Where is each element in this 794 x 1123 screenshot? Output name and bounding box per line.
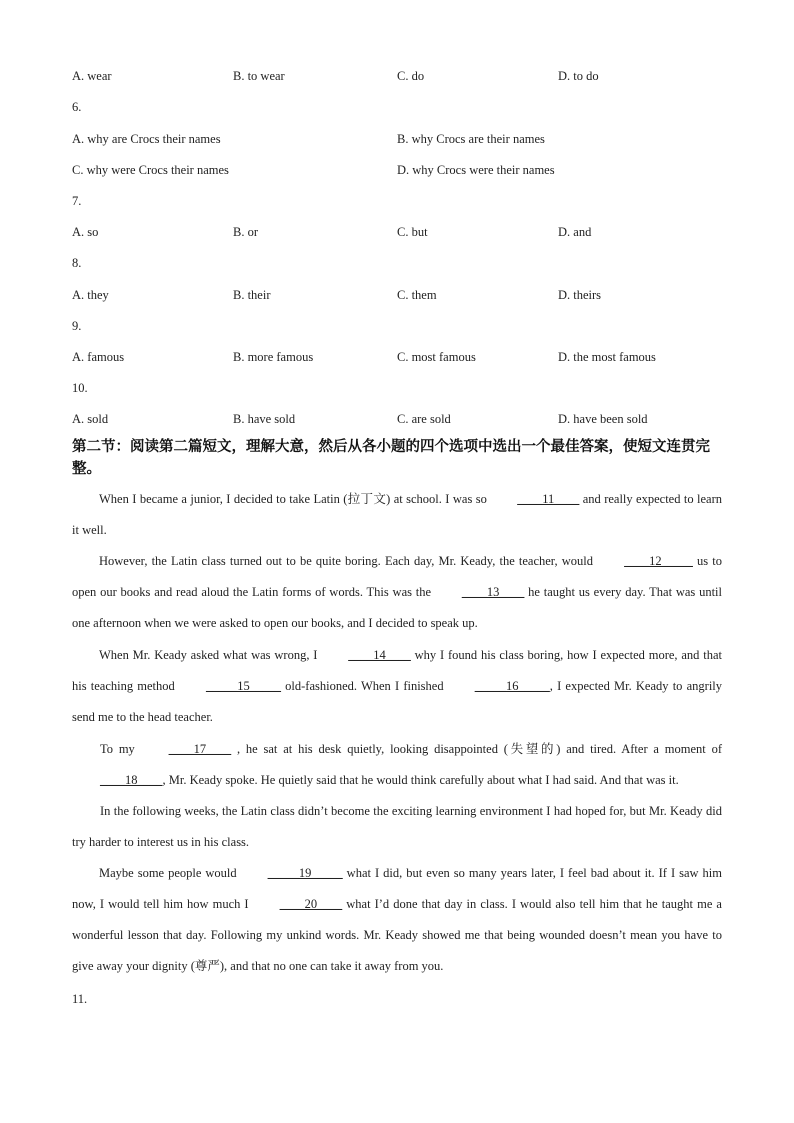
option-d[interactable]: D. have been sold: [558, 412, 648, 426]
option-d[interactable]: D. the most famous: [558, 350, 656, 364]
passage-text: what I did, but even so many years later, I feel bad about it. If I saw him now, I would tell him how much I: [72, 866, 723, 911]
passage-text: When Mr. Keady asked what was wrong, I: [99, 648, 322, 662]
blank-20[interactable]: ____20____: [279, 897, 343, 911]
option-c[interactable]: C. why were Crocs their names: [72, 163, 229, 177]
option-b[interactable]: B. more famous: [233, 350, 314, 364]
passage-text: When I became a junior, I decided to take Latin (拉丁文) at school. I was so: [99, 492, 491, 506]
question-8-number: 8.: [72, 256, 82, 270]
passage-paragraph-4: [72, 734, 722, 796]
blank-18[interactable]: ____18____: [100, 773, 163, 787]
passage-text: us to open our books and read aloud the Latin forms of words. This was the: [72, 554, 722, 599]
option-c[interactable]: C. but: [397, 225, 428, 239]
question-11-number: 11.: [72, 992, 88, 1006]
passage-paragraph-2: [72, 546, 722, 639]
passage-text: why I found his class boring, how I expected more, and that his teaching method: [72, 648, 722, 693]
passage-text: , Mr. Keady spoke. He quietly said that he would think carefully about what I had said. And that was it.: [162, 773, 679, 787]
option-a[interactable]: A. wear: [72, 69, 112, 83]
section-title: 第二节：阅读第二篇短文，理解大意，然后从各小题的四个选项中选出一个最佳答案，使短文连贯完整。: [72, 439, 710, 477]
option-b[interactable]: B. why Crocs are their names: [397, 132, 545, 146]
blank-11[interactable]: ____11____: [517, 492, 580, 506]
option-a[interactable]: A. so: [72, 225, 99, 239]
passage-text: , he sat at his desk quietly, looking disappointed (失望的) and tired. After a moment of: [231, 742, 722, 756]
option-a[interactable]: A. they: [72, 288, 109, 302]
option-d[interactable]: D. theirs: [558, 288, 602, 302]
blank-14[interactable]: ____14____: [348, 648, 411, 662]
option-d[interactable]: D. to do: [558, 69, 599, 83]
passage-paragraph-5: [72, 796, 722, 858]
passage-text: To my: [100, 742, 141, 756]
blank-17[interactable]: ____17____: [168, 742, 232, 756]
passage-paragraph-3: [72, 640, 722, 733]
passage-text: In the following weeks, the Latin class didn’t become the exciting learning environment I had hoped for, but Mr. Keady did try harder to interest us in his class.: [72, 804, 722, 849]
passage-text: Maybe some people would: [99, 866, 241, 880]
option-b[interactable]: B. have sold: [233, 412, 296, 426]
passage-text: However, the Latin class turned out to be quite boring. Each day, Mr. Keady, the teacher, would: [99, 554, 598, 568]
option-a[interactable]: A. why are Crocs their names: [72, 132, 221, 146]
passage-text: , I expected Mr. Keady to angrily send me to the head teacher.: [72, 679, 723, 724]
option-d[interactable]: D. why Crocs were their names: [397, 163, 555, 177]
option-b[interactable]: B. to wear: [233, 69, 285, 83]
option-c[interactable]: C. are sold: [397, 412, 451, 426]
option-d[interactable]: D. and: [558, 225, 592, 239]
blank-19[interactable]: _____19_____: [267, 866, 343, 880]
passage-text: and really expected to learn it well.: [72, 492, 723, 537]
option-b[interactable]: B. or: [233, 225, 258, 239]
passage-text: what I’d done that day in class. I would also tell him that he taught me a wonderful lesson that day. Following my unkind words. Mr. Keady showed me that being wounded doesn’t mean you have to give away your dignity (尊严), and that no one can take it away from you.: [72, 897, 722, 973]
blank-15[interactable]: _____15_____: [205, 679, 281, 693]
passage-text: old-fashioned. When I finished: [280, 679, 448, 693]
option-b[interactable]: B. their: [233, 288, 271, 302]
question-7-number: 7.: [72, 194, 82, 208]
passage-paragraph-1: [72, 484, 722, 546]
question-9-number: 9.: [72, 319, 82, 333]
option-c[interactable]: C. them: [397, 288, 437, 302]
option-a[interactable]: A. famous: [72, 350, 125, 364]
passage-text: he taught us every day. That was until one afternoon when we were asked to open our books, and I decided to speak up.: [72, 585, 722, 630]
question-10-number: 10.: [72, 381, 88, 395]
option-c[interactable]: C. most famous: [397, 350, 476, 364]
option-a[interactable]: A. sold: [72, 412, 109, 426]
passage-paragraph-6: [72, 858, 722, 982]
blank-13[interactable]: ____13____: [461, 585, 525, 599]
blank-12[interactable]: ____12_____: [624, 554, 693, 568]
blank-16[interactable]: _____16_____: [474, 679, 550, 693]
question-6-number: 6.: [72, 100, 82, 114]
option-c[interactable]: C. do: [397, 69, 425, 83]
